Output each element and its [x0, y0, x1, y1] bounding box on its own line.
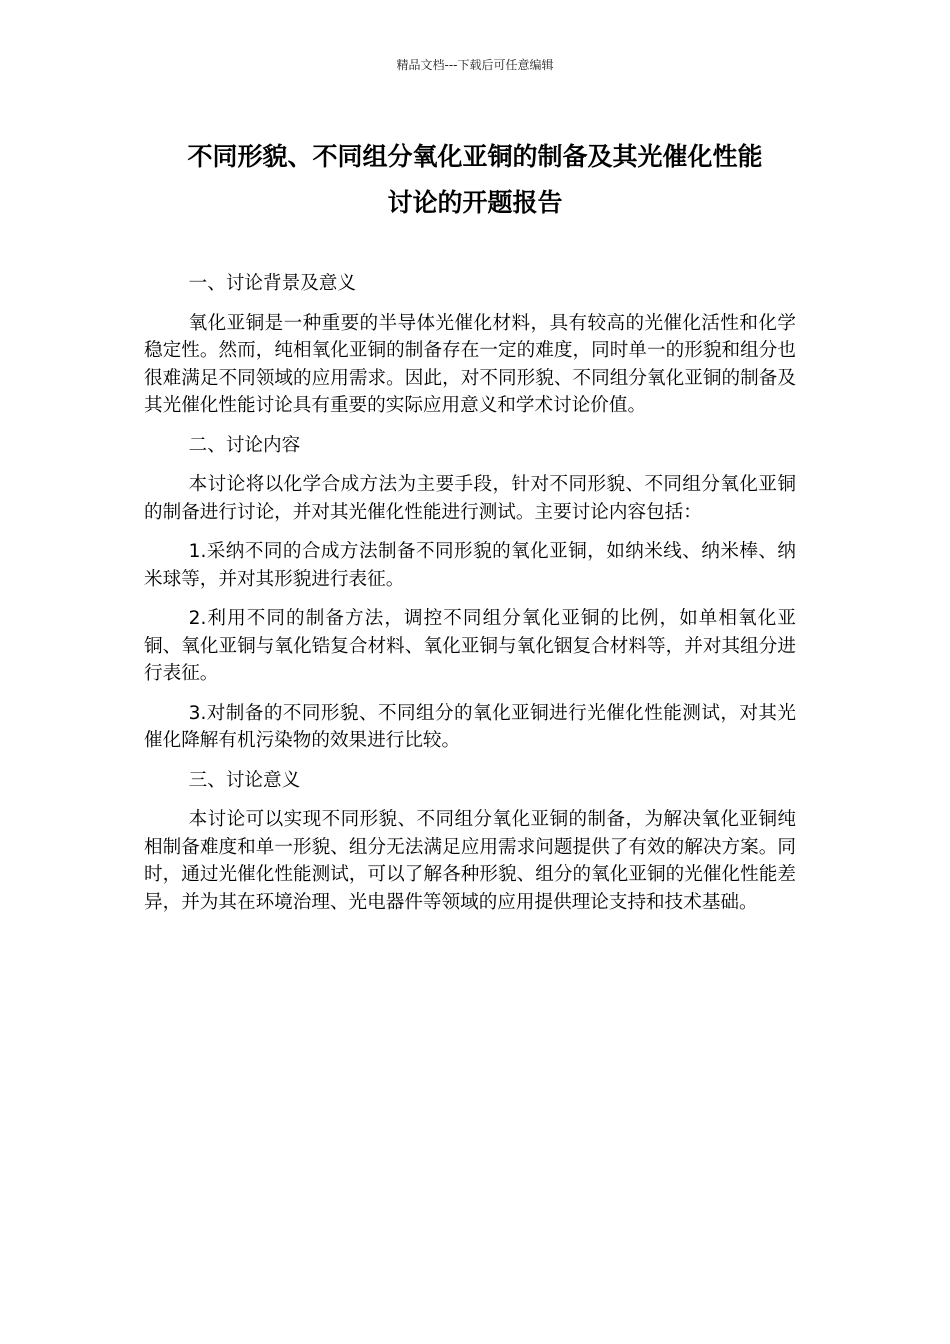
paragraph-significance: 本讨论可以实现不同形貌、不同组分氧化亚铜的制备，为解决氧化亚铜纯相制备难度和单一形貌、组分无法满足应用需求问题提供了有效的解决方案。同时，通过光催化性能测试，可以了解各种形貌、组分的氧化亚铜的光催化性能差异，并为其在环境治理、光电器件等领域的应用提供理论支持和技术基础。: [144, 809, 796, 913]
section-heading-significance: 三、讨论意义: [188, 769, 301, 791]
list-item-3: 3.对制备的不同形貌、不同组分的氧化亚铜进行光催化性能测试，对其光催化降解有机污染物的效果进行比较。: [144, 702, 796, 751]
paragraph-content-intro: 本讨论将以化学合成方法为主要手段，针对不同形貌、不同组分氧化亚铜的制备进行讨论，并对其光催化性能进行测试。主要讨论内容包括：: [144, 474, 796, 523]
section-heading-content: 二、讨论内容: [188, 434, 301, 456]
section-heading-background: 一、讨论背景及意义: [188, 273, 356, 294]
title-line-1: 不同形貌、不同组分氧化亚铜的制备及其光催化性能: [187, 142, 763, 171]
document-body: [144, 270, 796, 928]
list-item-2: 2.利用不同的制备方法，调控不同组分氧化亚铜的比例，如单相氧化亚铜、氧化亚铜与氧化锆复合材料、氧化亚铜与氧化铟复合材料等，并对其组分进行表征。: [144, 608, 796, 684]
title-line-2: 讨论的开题报告: [387, 188, 563, 217]
document-title: [130, 134, 820, 226]
paragraph-background: 氧化亚铜是一种重要的半导体光催化材料，具有较高的光催化活性和化学稳定性。然而，纯相氧化亚铜的制备存在一定的难度，同时单一的形貌和组分也很难满足不同领域的应用需求。因此，对不同形貌、不同组分氧化亚铜的制备及其光催化性能讨论具有重要的实际应用意义和学术讨论价值。: [144, 312, 796, 416]
header-note: 精品文档---下载后可任意编辑: [396, 58, 554, 72]
list-item-1: 1.采纳不同的合成方法制备不同形貌的氧化亚铜，如纳米线、纳米棒、纳米球等，并对其形貌进行表征。: [144, 541, 796, 590]
